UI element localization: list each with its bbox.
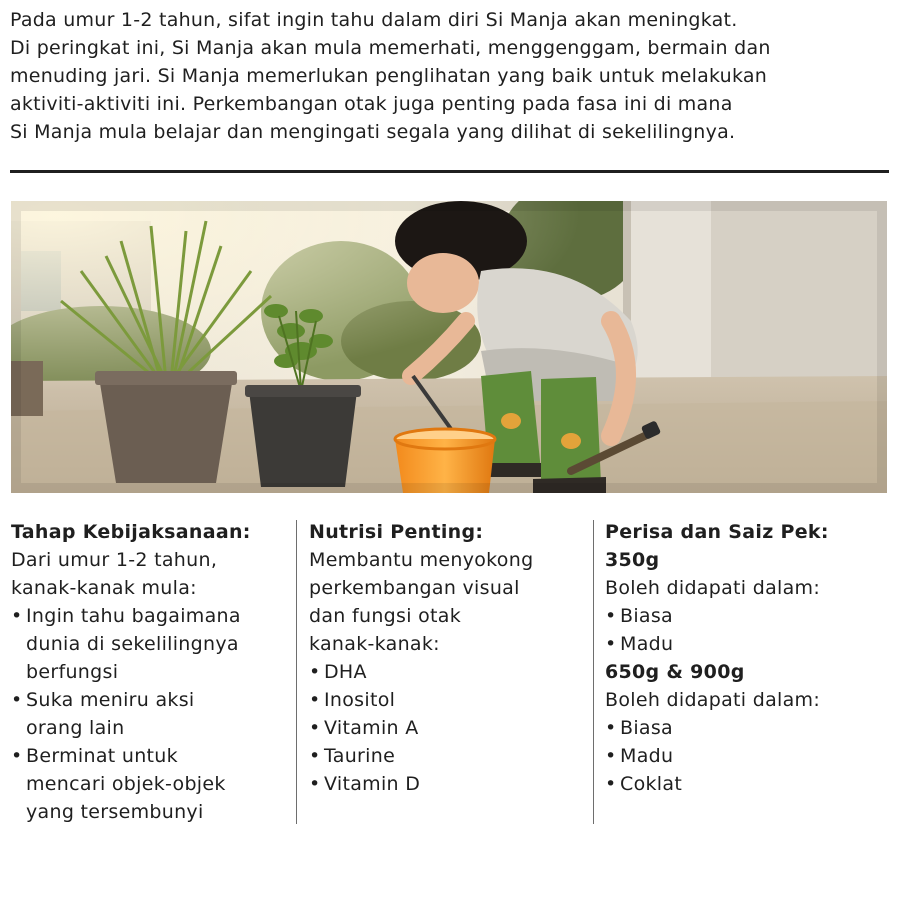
nutrition-intro-line: kanak-kanak: [309, 633, 440, 655]
flavour-item: • Biasa [605, 602, 897, 630]
flavour-item: • Coklat [605, 770, 897, 798]
wisdom-stage-column [11, 518, 293, 826]
nutrition-intro-line: Membantu menyokong [309, 549, 534, 571]
nutrition-intro-line: dan fungsi otak [309, 605, 462, 627]
wisdom-bullet-list [11, 602, 293, 826]
list-item-line: dunia di sekelilingnya [26, 633, 239, 655]
list-item-line: yang tersembunyi [26, 801, 204, 823]
available-label: Boleh didapati dalam: [605, 689, 821, 711]
child-gardening-photo [11, 201, 887, 493]
list-item-line: mencari objek-objek [26, 773, 226, 795]
flavour-item: • Madu [605, 630, 897, 658]
column-divider [593, 520, 594, 824]
wisdom-intro-line: kanak-kanak mula: [11, 577, 197, 599]
available-label: Boleh didapati dalam: [605, 577, 821, 599]
nutrient-item: • Vitamin D [309, 770, 591, 798]
list-item [11, 686, 293, 742]
intro-line: menuding jari. Si Manja memerlukan penglihatan yang baik untuk melakukan [10, 65, 768, 87]
pack-size-column [605, 518, 897, 798]
pack-size-label: 650g & 900g [605, 661, 745, 683]
list-item-line: • Berminat untuk [26, 745, 178, 767]
intro-line: aktiviti-aktiviti ini. Perkembangan otak juga penting pada fasa ini di mana [10, 93, 733, 115]
horizontal-rule [10, 170, 889, 173]
pack-size-label: 350g [605, 549, 660, 571]
intro-line: Si Manja mula belajar dan mengingati segala yang dilihat di sekelilingnya. [10, 121, 736, 143]
list-item-line: berfungsi [26, 661, 119, 683]
nutrient-item: • Inositol [309, 686, 591, 714]
list-item [11, 742, 293, 826]
flavour-list [605, 714, 897, 798]
nutrition-heading: Nutrisi Penting: [309, 521, 484, 543]
flavour-item: • Biasa [605, 714, 897, 742]
intro-paragraph [10, 6, 895, 146]
nutrient-list [309, 658, 591, 798]
list-item-line: orang lain [26, 717, 125, 739]
nutrient-item: • Taurine [309, 742, 591, 770]
list-item-line: • Ingin tahu bagaimana [26, 605, 241, 627]
flavour-list [605, 602, 897, 658]
list-item [11, 602, 293, 686]
flavour-item: • Madu [605, 742, 897, 770]
nutrition-intro-line: perkembangan visual [309, 577, 520, 599]
pack-heading: Perisa dan Saiz Pek: [605, 521, 829, 543]
nutrient-item: • DHA [309, 658, 591, 686]
intro-line: Pada umur 1-2 tahun, sifat ingin tahu dalam diri Si Manja akan meningkat. [10, 9, 738, 31]
wisdom-heading: Tahap Kebijaksanaan: [11, 521, 251, 543]
nutrient-item: • Vitamin A [309, 714, 591, 742]
column-divider [296, 520, 297, 824]
intro-line: Di peringkat ini, Si Manja akan mula memerhati, menggenggam, bermain dan [10, 37, 771, 59]
wisdom-intro-line: Dari umur 1-2 tahun, [11, 549, 218, 571]
list-item-line: • Suka meniru aksi [26, 689, 195, 711]
nutrition-column [309, 518, 591, 798]
